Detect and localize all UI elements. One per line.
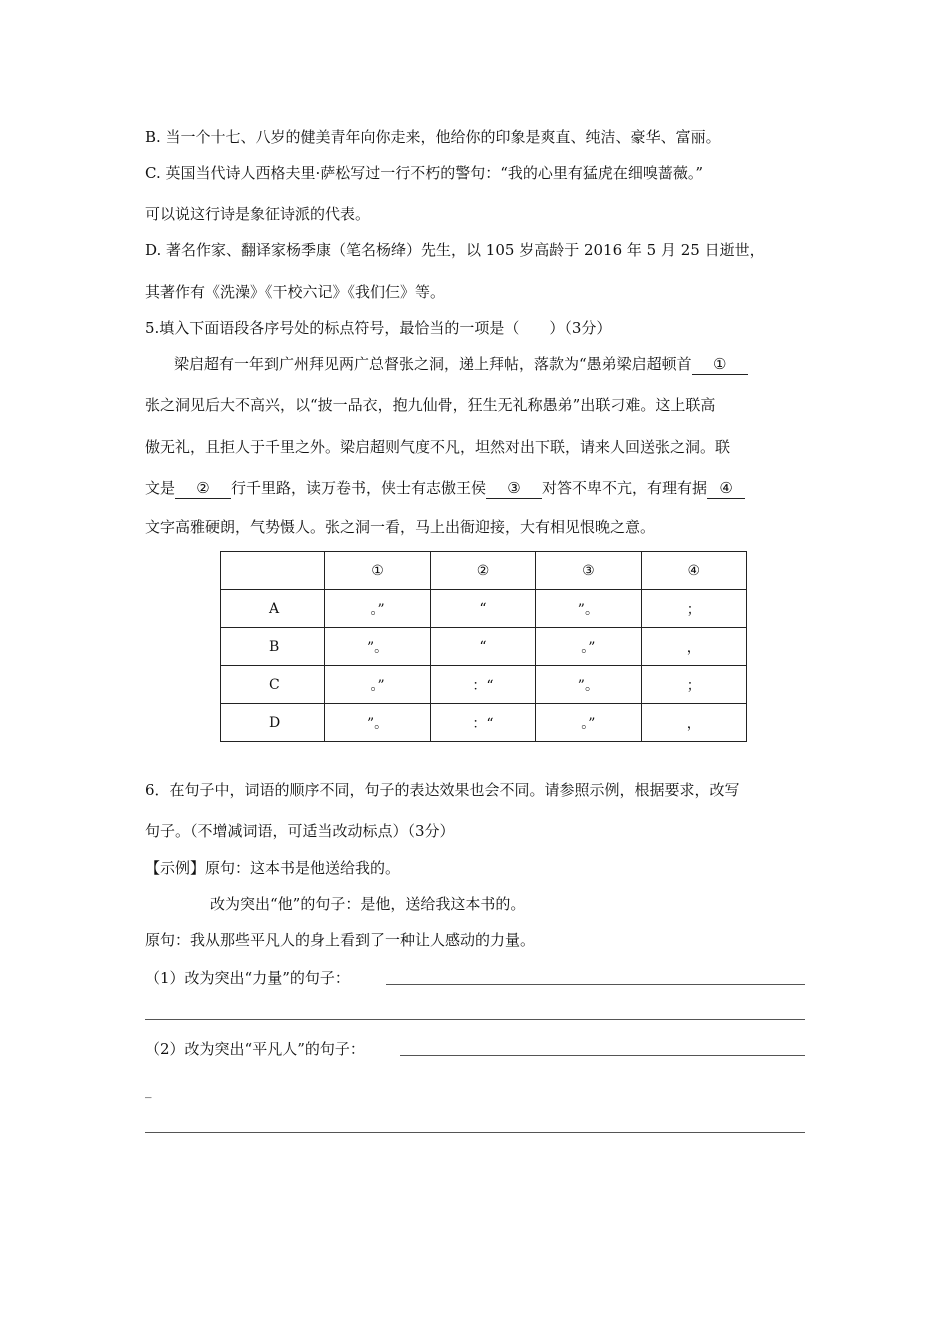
- blank-1: ①: [692, 354, 748, 375]
- table-cell: ；: [641, 666, 746, 704]
- table-cell: ，: [641, 704, 746, 742]
- q5-paragraph-line1: [174, 354, 748, 375]
- q6-title-line1: 6．在句子中，词语的顺序不同，句子的表达效果也会不同。请参照示例，根据要求，改写: [145, 781, 740, 799]
- table-cell: ”。: [536, 666, 641, 704]
- table-cell: ：“: [430, 704, 535, 742]
- q5-paragraph-line5: 文字高雅硬朗，气势慑人。张之洞一看，马上出衙迎接，大有相见恨晚之意。: [145, 518, 656, 536]
- q5-paragraph-line2: 张之洞见后大不高兴，以“披一品衣，抱九仙骨，狂生无礼称愚弟”出联刁难。这上联高: [145, 396, 716, 414]
- answer-line-2a[interactable]: [400, 1054, 805, 1056]
- table-header-cell: ②: [430, 552, 535, 590]
- table-cell: ”。: [325, 704, 430, 742]
- blank-2: ②: [175, 478, 231, 499]
- q6-original-sentence: 原句：我从那些平凡人的身上看到了一种让人感动的力量。: [145, 931, 536, 949]
- q5-paragraph-line4: [145, 478, 745, 499]
- row-label: C: [221, 666, 325, 704]
- q4-option-c-line1: C. 英国当代诗人西格夫里·萨松写过一行不朽的警句：“我的心里有猛虎在细嗅蔷薇。”: [145, 164, 704, 182]
- table-header-cell: [221, 552, 325, 590]
- table-header-cell: ④: [641, 552, 746, 590]
- q4-option-d-line1: D. 著名作家、翻译家杨季康（笔名杨绛）先生，以 105 岁高龄于 2016 年 5 月 25 日逝世，: [145, 241, 765, 259]
- table-header-row: [221, 552, 747, 590]
- table-row: [221, 590, 747, 628]
- q5-text: 文是: [145, 479, 176, 497]
- answer-line-2b[interactable]: [145, 1131, 805, 1133]
- table-cell: ”。: [325, 628, 430, 666]
- row-label: D: [221, 704, 325, 742]
- q6-example-rewrite: 改为突出“他”的句子：是他，送给我这本书的。: [210, 895, 526, 913]
- table-cell: 。”: [536, 628, 641, 666]
- table-row: [221, 704, 747, 742]
- blank-3: ③: [486, 478, 542, 499]
- q5-text: 梁启超有一年到广州拜见两广总督张之洞，递上拜帖，落款为“愚弟梁启超顿首: [174, 355, 692, 373]
- q5-paragraph-line3: 傲无礼，且拒人于千里之外。梁启超则气度不凡，坦然对出下联，请来人回送张之洞。联: [145, 438, 731, 456]
- q5-text: 行千里路，读万卷书，侠士有志傲王侯: [231, 479, 487, 497]
- table-cell: ”。: [536, 590, 641, 628]
- table-cell: ，: [641, 628, 746, 666]
- table-cell: 。”: [325, 666, 430, 704]
- table-cell: 。”: [325, 590, 430, 628]
- table-header-cell: ③: [536, 552, 641, 590]
- answer-line-1a[interactable]: [386, 983, 805, 985]
- q5-text: 对答不卑不亢，有理有据: [542, 479, 708, 497]
- table-cell: ：“: [430, 666, 535, 704]
- table-cell: ；: [641, 590, 746, 628]
- q6-example-original: 【示例】原句：这本书是他送给我的。: [145, 859, 401, 877]
- table-row: [221, 666, 747, 704]
- row-label: B: [221, 628, 325, 666]
- stray-underscore: _: [145, 1084, 152, 1099]
- row-label: A: [221, 590, 325, 628]
- q6-title-line2: 句子。（不增减词语，可适当改动标点）（3分）: [145, 822, 455, 840]
- q4-option-b: B. 当一个十七、八岁的健美青年向你走来，他给你的印象是爽直、纯洁、豪华、富丽。: [145, 128, 721, 146]
- table-cell: “: [430, 590, 535, 628]
- table-row: [221, 628, 747, 666]
- q4-option-c-line2: 可以说这行诗是象征诗派的代表。: [145, 205, 371, 223]
- answer-line-1b[interactable]: [145, 1018, 805, 1020]
- q6-task-1-label: （1）改为突出“力量”的句子：: [145, 969, 350, 987]
- q5-title: 5.填入下面语段各序号处的标点符号，最恰当的一项是（ ）（3分）: [145, 319, 612, 337]
- table-cell: 。”: [536, 704, 641, 742]
- blank-4: ④: [707, 478, 745, 499]
- q6-task-2-label: （2）改为突出“平凡人”的句子：: [145, 1040, 365, 1058]
- q4-option-d-line2: 其著作有《洗澡》《干校六记》《我们仨》等。: [145, 283, 446, 301]
- punctuation-options-table: [220, 551, 747, 742]
- table-cell: “: [430, 628, 535, 666]
- table-header-cell: ①: [325, 552, 430, 590]
